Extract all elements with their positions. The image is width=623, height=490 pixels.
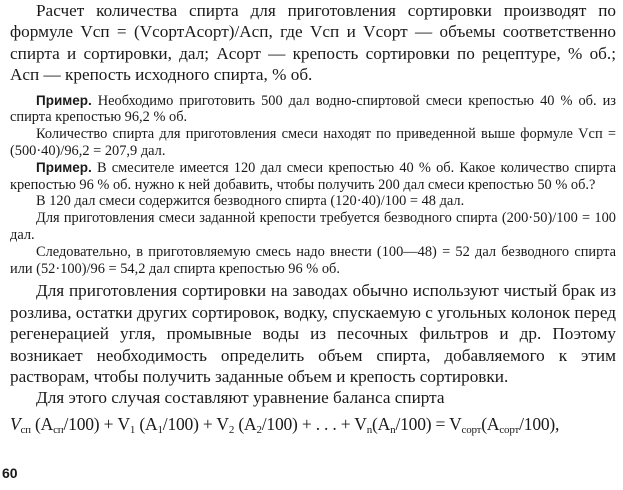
example-1 bbox=[10, 93, 616, 127]
example-1-text: Необходимо приготовить 500 дал водно-спиртовой смеси крепостью 40 % об. из спирта крепостью 96,2 % об. bbox=[10, 92, 616, 126]
eq-term: (A bbox=[135, 413, 158, 434]
eq-sub: 2 bbox=[256, 423, 262, 436]
eq-sub: 1 bbox=[157, 423, 163, 436]
paragraph-sources: Для приготовления сортировки на заводах обычно используют чистый брак из розлива, остатки других сортировок, водку, спускаемую с угольных колонок перед регенерацией угля, промывные воды из песочных фильтров и др. Поэтому возникает необходимость определить объем спирта, добавляемого к этим растворам, чтобы получить заданные объем и крепость сортировки. bbox=[10, 281, 616, 387]
example-1-calculation: Количество спирта для приготовления смеси находят по приведенной выше формуле Vсп = (500·40)/96,2 = 207,9 дал. bbox=[10, 126, 616, 160]
example-2 bbox=[10, 160, 616, 194]
eq-sub: n bbox=[366, 423, 373, 436]
eq-sub: сп bbox=[53, 423, 64, 436]
balance-equation bbox=[10, 413, 616, 441]
eq-term: (A bbox=[372, 413, 391, 434]
example-2-lead: Пример. bbox=[36, 159, 92, 175]
eq-term: /100) = V bbox=[395, 413, 462, 434]
eq-term: V bbox=[10, 413, 21, 434]
page-number: 60 bbox=[2, 465, 18, 481]
eq-term: /100) + . . . + V bbox=[261, 413, 367, 434]
example-2-step-2: Для приготовления смеси заданной крепости требуется безводного спирта (200·50)/100 = 100 дал. bbox=[10, 210, 616, 243]
eq-term: /100) + V bbox=[162, 413, 229, 434]
eq-term: /100) + V bbox=[63, 413, 130, 434]
eq-term: (A bbox=[234, 413, 257, 434]
paragraph-formula-intro: Расчет количества спирта для приготовления сортировки производят по формуле Vсп = (VсортAсорт)/Aсп, где Vсп и Vсорт — объемы соответственно спирта и сортировки, дал; Aсорт — крепость сортировки по рецептуре, % об.; Aсп — крепость исходного спирта, % об. bbox=[10, 1, 616, 85]
eq-sub: 1 bbox=[129, 423, 136, 436]
eq-sub: 2 bbox=[228, 423, 235, 436]
eq-sub: сорт bbox=[461, 423, 482, 436]
example-2-step-1: В 120 дал смеси содержится безводного спирта (120·40)/100 = 48 дал. bbox=[36, 193, 465, 210]
example-1-lead: Пример. bbox=[36, 92, 92, 108]
example-2-text: В смесителе имеется 120 дал смеси крепостью 40 % об. Какое количество спирта крепостью 96 % об. нужно к ней добавить, чтобы получить 200 дал смеси крепостью 50 % об.? bbox=[10, 159, 616, 193]
example-2-step-3: Следовательно, в приготовляемую смесь надо внести (100—48) = 52 дал безводного спирта или (52·100)/96 = 54,2 дал спирта крепостью 96 % об. bbox=[10, 243, 616, 277]
eq-sub: сорт bbox=[499, 423, 520, 436]
eq-term: /100), bbox=[519, 413, 560, 434]
eq-sub: сп bbox=[20, 423, 31, 436]
page-content bbox=[10, 0, 616, 441]
paragraph-balance-intro: Для этого случая составляют уравнение баланса спирта bbox=[36, 388, 445, 408]
eq-term: (A bbox=[481, 413, 500, 434]
eq-sub: n bbox=[390, 423, 396, 436]
eq-term: (A bbox=[30, 413, 54, 434]
